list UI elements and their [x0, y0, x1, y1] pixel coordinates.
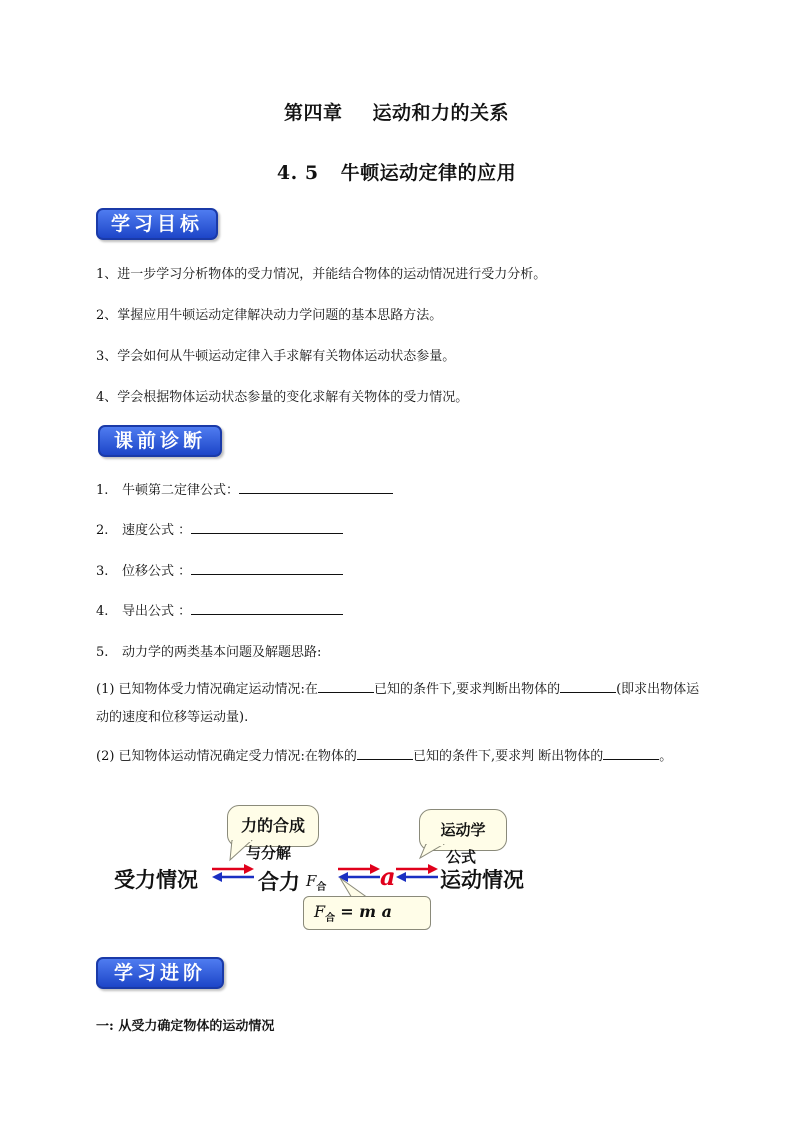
formula-newton-second-law — [303, 896, 431, 930]
term-net-force: 合力 — [258, 870, 300, 894]
double-arrow-force-netforce — [210, 862, 256, 884]
section-number: 4. 5 — [276, 162, 319, 184]
question-4: 4. 导出公式 ： — [96, 600, 343, 619]
section-title — [0, 158, 793, 185]
bubble-kinematics-tail: 公式 — [446, 848, 477, 866]
answer-blank[interactable] — [603, 749, 659, 760]
question-2: 2. 速度公式 ： — [96, 519, 343, 538]
chapter-number: 第四章 — [283, 102, 343, 124]
objective-item: 2、掌握应用牛顿运动定律解决动力学问题的基本思路方法。 — [96, 308, 443, 323]
double-arrow-accel-motion — [394, 862, 440, 884]
answer-blank[interactable] — [191, 521, 343, 534]
advanced-badge: 学习进阶 — [96, 957, 224, 989]
bubble-force-composition: 力的合成 — [227, 805, 319, 847]
answer-blank[interactable] — [191, 562, 343, 575]
answer-blank[interactable] — [318, 682, 374, 693]
question-3: 3. 位移公式 ： — [96, 560, 343, 579]
diagnosis-badge: 课前诊断 — [98, 425, 222, 457]
acceleration-symbol: a — [380, 862, 396, 891]
chapter-title — [0, 98, 793, 125]
answer-blank[interactable] — [357, 749, 413, 760]
bubble-kinematics: 运动学 — [419, 809, 507, 851]
chapter-name: 运动和力的关系 — [372, 102, 510, 124]
question-5: 5. 动力学的两类基本问题及解题思路: — [96, 645, 322, 660]
answer-blank[interactable] — [239, 481, 393, 494]
answer-blank[interactable] — [560, 682, 616, 693]
bubble-pointer-right — [418, 844, 448, 860]
net-force-symbol: $F_合$ — [306, 872, 327, 893]
section-heading-1: 一: 从受力确定物体的运动情况 — [96, 1019, 275, 1034]
answer-blank[interactable] — [191, 602, 343, 615]
section-name: 牛顿运动定律的应用 — [340, 162, 517, 184]
formula-text: $F_合 = m$ a — [314, 902, 393, 925]
bubble-force-composition-tail: 与分解 — [246, 844, 292, 862]
question-1: 1. 牛顿第二定律公式： — [96, 479, 393, 498]
problem-type-1: (1) 已知物体受力情况确定运动情况:在 已知的条件下,要求判断出物体的 (即求出物体运动的速度和位移等运动量). — [96, 682, 700, 725]
term-motion-situation: 运动情况 — [440, 868, 524, 892]
objective-item: 1、进一步学习分析物体的受力情况，并能结合物体的运动情况进行受力分析。 — [96, 267, 547, 282]
objectives-badge: 学习目标 — [96, 208, 218, 240]
objective-item: 4、学会根据物体运动状态参量的变化求解有关物体的受力情况。 — [96, 390, 469, 405]
term-force-situation: 受力情况 — [114, 868, 198, 892]
objective-item: 3、学会如何从牛顿运动定律入手求解有关物体运动状态参量。 — [96, 349, 456, 364]
problem-type-2: (2) 已知物体运动情况确定受力情况:在物体的 已知的条件下,要求判 断出物体的 。 — [96, 749, 673, 764]
